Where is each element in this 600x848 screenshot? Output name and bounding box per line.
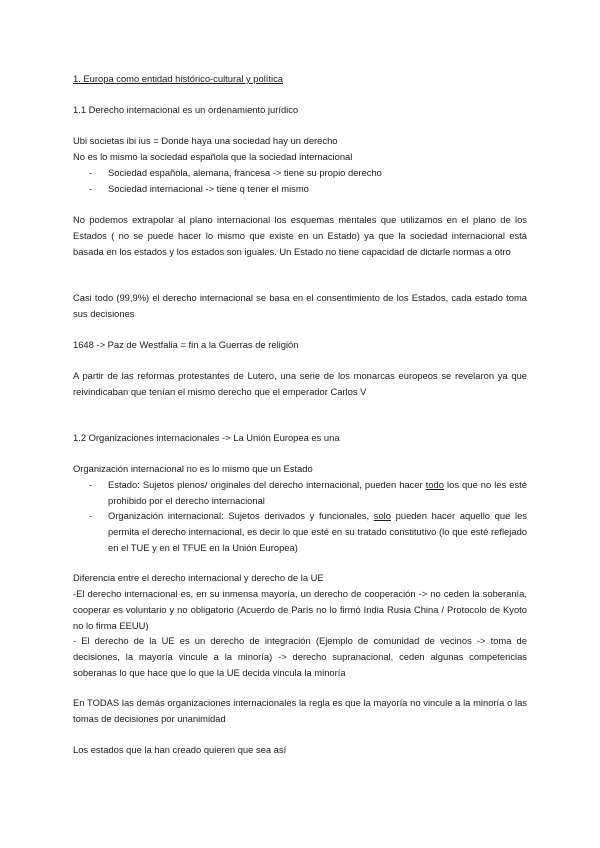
bullet-dash: - — [89, 510, 93, 521]
paragraph-westfalia: 1648 -> Paz de Westfalia = fin a la Guerras de religión — [73, 339, 299, 350]
paragraph-consentimiento: Casi todo (99,9%) el derecho internacional se basa en el consentimiento de los Estados, cada estado toma sus decisiones — [73, 292, 527, 319]
underlined-word: solo — [373, 510, 391, 521]
bullet-text-part: los que no les esté prohibido por el derecho internacional — [108, 479, 527, 506]
underlined-word: todo — [425, 479, 444, 490]
subsection-title-1-1: 1.1 Derecho internacional es un ordenamiento jurídico — [73, 104, 299, 115]
paragraph-reformas: A partir de las reformas protestantes de Lutero, una serie de los monarcas europeos se revelaron ya que reivindicaban que tenían el mismo derecho que el emperador Carlos V — [73, 370, 527, 397]
subsection-title-1-2: 1.2 Organizaciones internacionales -> La Unión Europea es una — [73, 432, 340, 443]
bullet-text-part: Organización internacional: Sujetos derivados y funcionales, — [108, 510, 374, 521]
bullet-text-part: pueden hacer aquello que les permita el derecho internacional, es decir lo que esté en su tratado constitutivo (lo que esté reflejado en el TUE y en el TFUE en la Unión Europea) — [108, 510, 527, 553]
bullet-dash: - — [89, 167, 93, 178]
bullet-text — [108, 477, 527, 509]
paragraph-no-es-lo-mismo: No es lo mismo la sociedad española que la sociedad internacional — [73, 151, 353, 162]
paragraph-org-internacional: Organización internacional no es lo mismo que un Estado — [73, 463, 313, 474]
paragraph-extrapolar: No podemos extrapolar al plano internacional los esquemas mentales que utilizamos en el plano de los Estados ( no se puede hacer lo mismo que existe en un Estado) ya que la sociedad internacional está basada en los estados y los estados son iguales. Un Estado no tiene capacidad de dictarle normas a otro — [73, 214, 527, 257]
bullet-text: Sociedad española, alemana, francesa -> tiene su propio derecho — [108, 167, 382, 178]
section-heading: 1. Europa como entidad histórico-cultural y política — [73, 73, 284, 84]
paragraph-todas: En TODAS las demás organizaciones internacionales la regla es que la mayoría no vincule a la minoría o las tomas de decisiones por unanimidad — [73, 697, 527, 724]
bullet-text — [108, 508, 527, 556]
bullet-text-part: Estado: Sujetos plenos/ originales del derecho internacional, pueden hacer — [108, 479, 426, 490]
bullet-dash: - — [89, 183, 93, 194]
bullet-text: Sociedad internacional -> tiene q tener el mismo — [108, 183, 309, 194]
bullet-dash: - — [89, 479, 93, 490]
paragraph-derecho-internacional: -El derecho internacional es, en su inmensa mayoría, un derecho de cooperación -> no ceden la soberanía, cooperar es voluntario y no obligatorio (Acuerdo de París no lo firmó India Rusia China / Protocolo de Kyoto no lo firma EEUU) — [73, 588, 527, 631]
paragraph-derecho-ue: - El derecho de la UE es un derecho de integración (Ejemplo de comunidad de vecinos -> toma de decisiones, la mayoría vincule a la minoría) -> derecho supranacional, ceden algunas competencias soberanas lo que hace que lo que la UE decida vincula la minoría — [73, 635, 527, 678]
paragraph-estados: Los estados que la han creado quieren que sea así — [73, 744, 287, 755]
paragraph-ubi-societas: Ubi societas ibi ius = Donde haya una sociedad hay un derecho — [73, 135, 338, 146]
paragraph-diferencia: Diferencia entre el derecho internacional y derecho de la UE — [73, 572, 324, 583]
